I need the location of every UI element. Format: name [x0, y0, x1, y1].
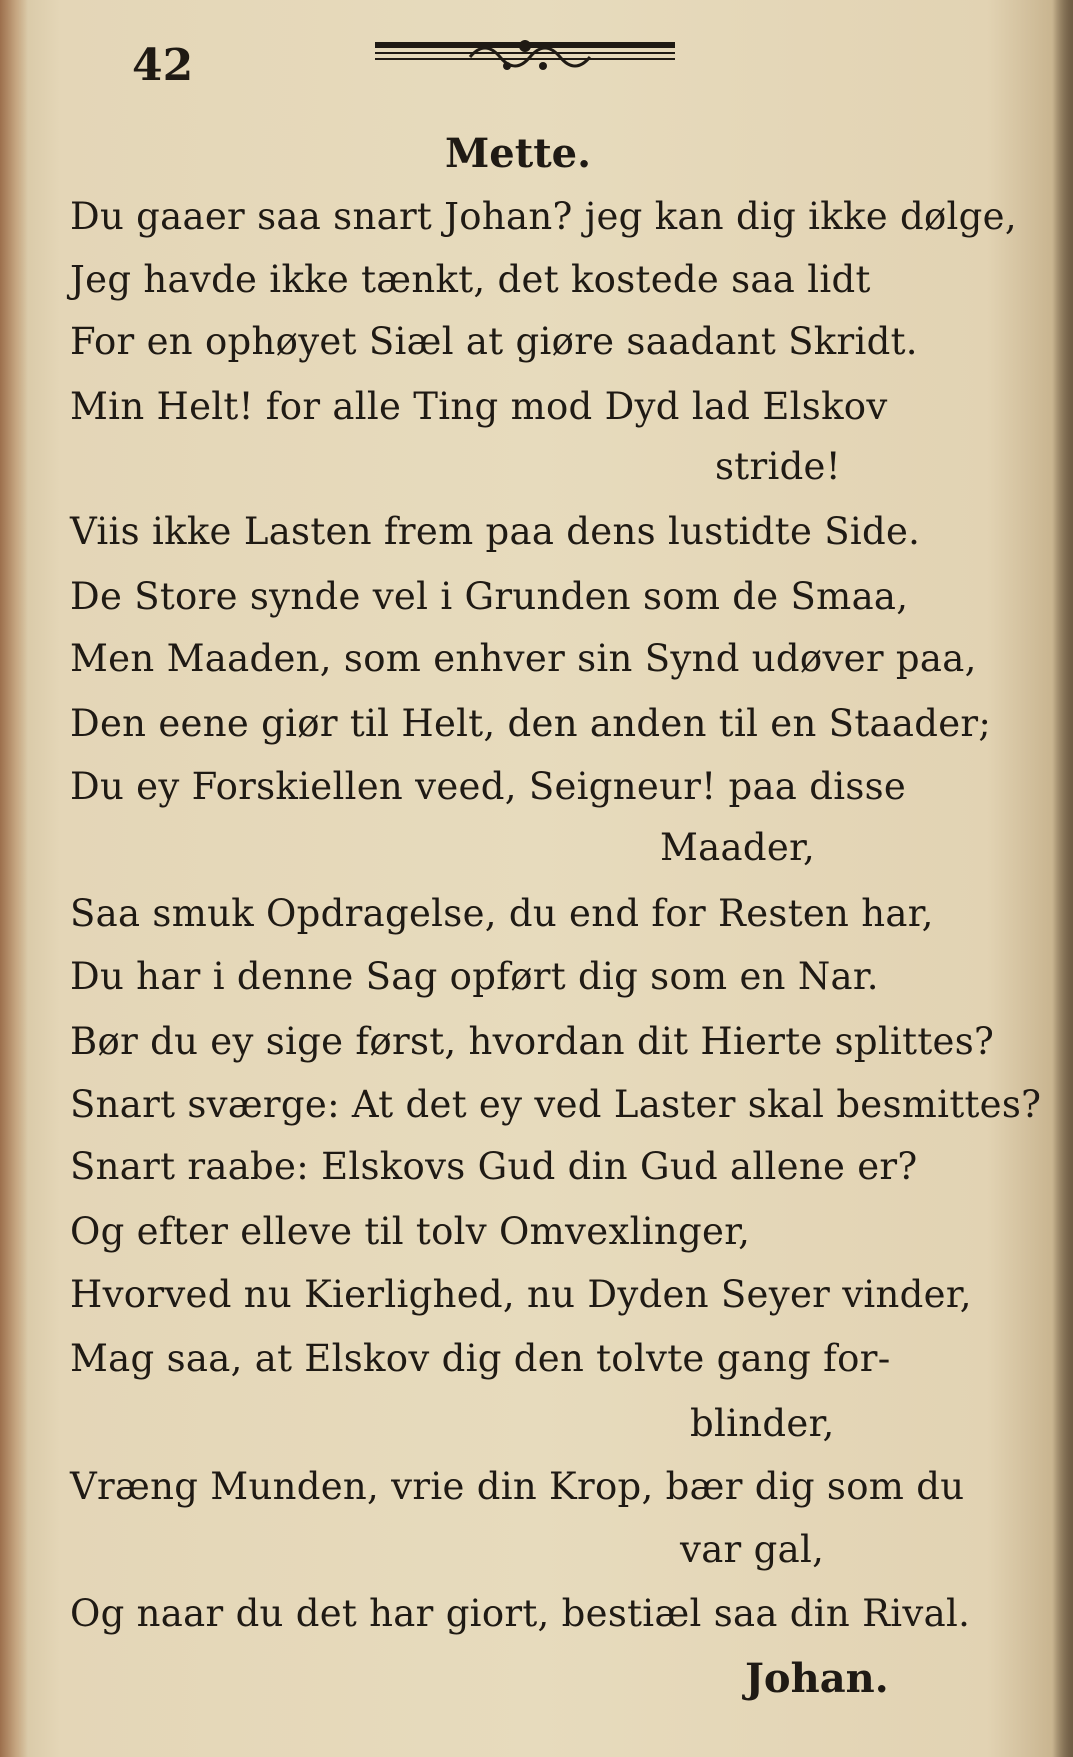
verse-line: De Store synde vel i Grunden som de Smaa,	[70, 575, 909, 618]
verse-line: Snart sværge: At det ey ved Laster skal besmittes?	[70, 1083, 1042, 1126]
verse-line-continuation: stride!	[715, 445, 841, 488]
header-ornament	[375, 32, 675, 84]
page-number: 42	[132, 40, 194, 91]
verse-line: Den eene giør til Helt, den anden til en Staader;	[70, 702, 992, 745]
verse-line: Du ey Forskiellen veed, Seigneur! paa disse	[70, 765, 907, 808]
verse-line-continuation: var gal,	[680, 1528, 825, 1571]
verse-line: Min Helt! for alle Ting mod Dyd lad Elskov	[70, 385, 888, 428]
speaker-heading: Mette.	[445, 130, 592, 177]
verse-line: Men Maaden, som enhver sin Synd udøver paa,	[70, 637, 977, 680]
verse-line: Du har i denne Sag opført dig som en Nar.	[70, 955, 879, 998]
verse-line: Snart raabe: Elskovs Gud din Gud allene er?	[70, 1145, 918, 1188]
page-gutter-shadow	[0, 0, 28, 1757]
verse-line: Og efter elleve til tolv Omvexlinger,	[70, 1210, 751, 1253]
verse-line-continuation: Maader,	[660, 826, 816, 869]
verse-line: Du gaaer saa snart Johan? jeg kan dig ikke dølge,	[70, 195, 1017, 238]
verse-line: Mag saa, at Elskov dig den tolvte gang for-	[70, 1337, 891, 1380]
verse-line: Hvorved nu Kierlighed, nu Dyden Seyer vinder,	[70, 1273, 972, 1316]
verse-line: Jeg havde ikke tænkt, det kostede saa lidt	[70, 258, 871, 301]
speaker-heading: Johan.	[745, 1655, 889, 1702]
verse-line-continuation: blinder,	[690, 1402, 835, 1445]
verse-line: Viis ikke Lasten frem paa dens lustidte Side.	[70, 510, 921, 553]
verse-line: For en ophøyet Siæl at giøre saadant Skridt.	[70, 320, 918, 363]
verse-line: Og naar du det har giort, bestiæl saa din Rival.	[70, 1592, 971, 1635]
verse-line: Saa smuk Opdragelse, du end for Resten har,	[70, 892, 934, 935]
page-edge-shadow	[1053, 0, 1073, 1757]
verse-line: Bør du ey sige først, hvordan dit Hierte splittes?	[70, 1020, 995, 1063]
verse-line: Vræng Munden, vrie din Krop, bær dig som du	[70, 1465, 965, 1508]
